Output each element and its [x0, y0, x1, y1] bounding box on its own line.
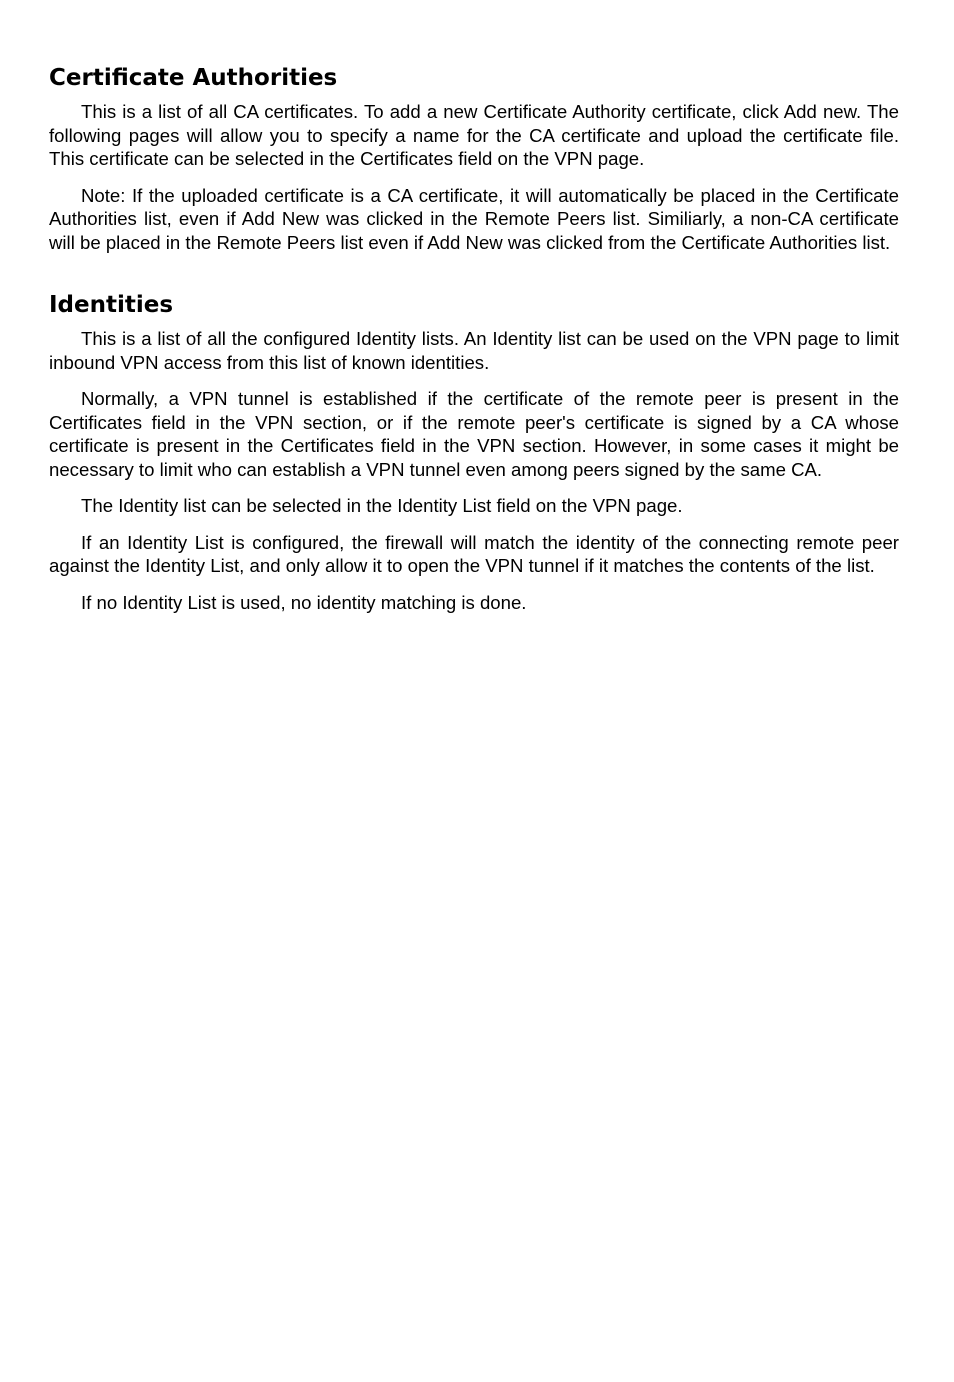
paragraph: The Identity list can be selected in the Identity List field on the VPN page. [81, 495, 683, 516]
paragraph: This is a list of all CA certificates. To add a new Certificate Authority certificate, click Add new. The following pages will allow you to specify a name for the CA certificate and upload the certificate file. This certificate can be selected in the Certificates field on the VPN page. [49, 101, 899, 169]
paragraph: If an Identity List is configured, the firewall will match the identity of the connecting remote peer against the Identity List, and only allow it to open the VPN tunnel if it matches the contents of the list. [49, 531, 899, 576]
paragraph: This is a list of all the configured Identity lists. An Identity list can be used on the VPN page to limit inbound VPN access from this list of known identities. [49, 328, 899, 373]
section-heading: Certificate Authorities [49, 65, 338, 91]
section-certificate-authorities [49, 62, 899, 254]
paragraph: Note: If the uploaded certificate is a CA certificate, it will automatically be placed in the Certificate Authorities list, even if Add New was clicked in the Remote Peers list. Similiarly, a non-CA certificate will be placed in the Remote Peers list even if Add New was clicked from the Certificate Authorities list. [49, 184, 899, 253]
paragraph: Normally, a VPN tunnel is established if the certificate of the remote peer is present in the Certificates field in the VPN section, or if the remote peer's certificate is signed by a CA whose certificate is present in the Certificates field in the VPN section. However, in some cases it might be necessary to limit who can establish a VPN tunnel even among peers signed by the same CA. [49, 388, 899, 480]
document-page [49, 62, 899, 627]
section-heading: Identities [49, 292, 174, 318]
section-identities [49, 289, 899, 614]
paragraph: If no Identity List is used, no identity matching is done. [81, 591, 527, 613]
